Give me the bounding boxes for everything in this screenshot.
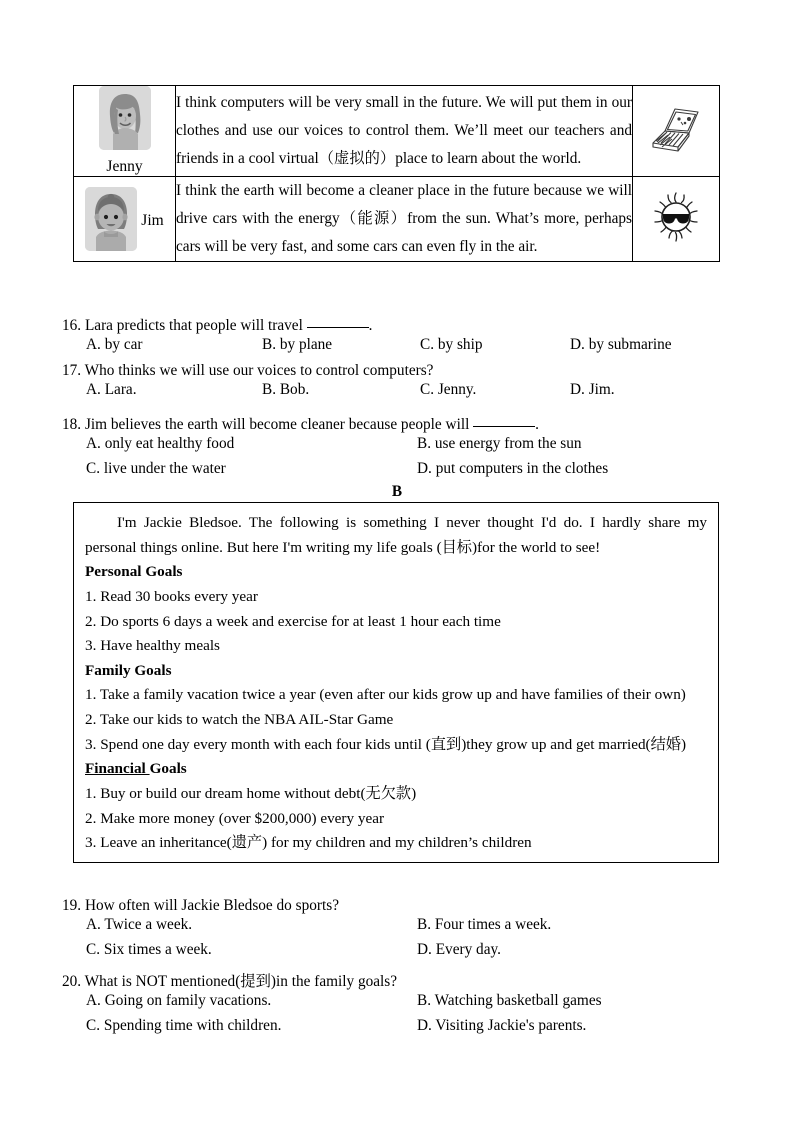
- option-d[interactable]: D. Every day.: [417, 941, 501, 959]
- speaker-avatar-cell-jim: [74, 177, 176, 262]
- option-a[interactable]: A. Lara.: [86, 381, 137, 399]
- stem-text: 18. Jim believes the earth will become cleaner because people will: [62, 416, 474, 434]
- speaker-text-jenny: I think computers will be very small in the future. We will put them in our clothes and use our voices to control them. We’ll meet our teachers and friends in a cool virtual（虚拟的）place to learn about the world.: [176, 86, 633, 177]
- option-a[interactable]: A. Twice a week.: [86, 916, 193, 934]
- passage-box-b: [73, 502, 719, 863]
- option-c[interactable]: C. by ship: [420, 336, 483, 354]
- financial-goal-item: 1. Buy or build our dream home without debt(无欠款): [85, 784, 417, 802]
- answer-blank[interactable]: [307, 313, 369, 328]
- girl-avatar-icon: [99, 86, 151, 150]
- speaker-text-jim: I think the earth will become a cleaner place in the future because we will drive cars with the energy（能源）from the sun. What’s more, perhaps cars will be very fast, and some cars can even fly in the air.: [176, 177, 633, 262]
- option-c[interactable]: C. Spending time with children.: [86, 1017, 282, 1035]
- option-b[interactable]: B. by plane: [262, 336, 333, 354]
- financial-goals-heading: [85, 757, 707, 782]
- option-b[interactable]: B. Four times a week.: [417, 916, 552, 934]
- personal-goal-item: 2. Do sports 6 days a week and exercise for at least 1 hour each time: [85, 612, 501, 630]
- boy-avatar-icon: [85, 187, 137, 251]
- table-row: [74, 177, 720, 262]
- question-17: [62, 363, 734, 403]
- financial-goals-heading-underlined: Financial: [85, 760, 150, 778]
- question-stem: 17. Who thinks we will use our voices to control computers?: [62, 362, 434, 379]
- family-goals-heading: Family Goals: [85, 661, 172, 679]
- option-a[interactable]: A. by car: [86, 336, 143, 354]
- family-goal-item: 1. Take a family vacation twice a year (even after our kids grow up and have families of their own): [85, 686, 686, 704]
- stem-text: 16. Lara predicts that people will travel: [62, 317, 307, 335]
- option-b[interactable]: B. Bob.: [262, 381, 310, 399]
- question-stem: 19. How often will Jackie Bledsoe do sports?: [62, 897, 339, 914]
- personal-goals-heading: Personal Goals: [85, 563, 183, 581]
- question-stem: [62, 313, 734, 333]
- question-stem: 20. What is NOT mentioned(提到)in the family goals?: [62, 973, 398, 990]
- speaker-name: Jenny: [106, 158, 143, 175]
- personal-goal-item: 3. Have healthy meals: [85, 637, 220, 655]
- option-c[interactable]: C. Six times a week.: [86, 941, 212, 959]
- laptop-icon: [633, 86, 720, 177]
- family-goal-item: 3. Spend one day every month with each four kids until (直到)they grow up and get married(结婚): [85, 735, 687, 753]
- option-b[interactable]: B. Watching basketball games: [417, 992, 602, 1010]
- option-a[interactable]: A. Going on family vacations.: [86, 992, 272, 1010]
- option-row: [62, 1018, 734, 1039]
- option-row: [62, 382, 734, 403]
- question-20: [62, 974, 734, 1039]
- option-row: [62, 917, 734, 938]
- question-18: [62, 412, 734, 482]
- option-row: [62, 461, 734, 482]
- option-b[interactable]: B. use energy from the sun: [417, 435, 582, 453]
- section-label-b: B: [391, 483, 403, 500]
- question-16: [62, 313, 734, 358]
- sun-sunglasses-icon: [633, 177, 720, 262]
- stem-tail: .: [368, 317, 373, 335]
- option-a[interactable]: A. only eat healthy food: [86, 435, 235, 453]
- speakers-table: [73, 85, 720, 262]
- option-d[interactable]: D. put computers in the clothes: [417, 460, 609, 478]
- speaker-avatar-cell-jenny: [74, 86, 176, 177]
- option-c[interactable]: C. live under the water: [86, 460, 226, 478]
- stem-tail: .: [535, 416, 539, 434]
- option-d[interactable]: D. Visiting Jackie's parents.: [417, 1017, 587, 1035]
- answer-blank[interactable]: [473, 412, 535, 427]
- option-d[interactable]: D. by submarine: [570, 336, 672, 354]
- speaker-name: Jim: [141, 211, 164, 229]
- table-row: [74, 86, 720, 177]
- personal-goal-item: 1. Read 30 books every year: [85, 587, 258, 605]
- financial-goal-item: 3. Leave an inheritance(遗产) for my children and my children’s children: [85, 834, 532, 852]
- option-c[interactable]: C. Jenny.: [420, 381, 477, 399]
- question-stem: [62, 412, 734, 432]
- option-row: [62, 942, 734, 963]
- option-row: [62, 993, 734, 1014]
- financial-goals-heading-rest: Goals: [149, 760, 187, 778]
- passage-intro: I'm Jackie Bledsoe. The following is something I never thought I'd do. I hardly share my personal things online. But here I'm writing my life goals (目标)for the world to see!: [85, 514, 707, 556]
- option-d[interactable]: D. Jim.: [570, 381, 615, 399]
- question-19: [62, 898, 734, 963]
- option-row: [62, 436, 734, 457]
- family-goal-item: 2. Take our kids to watch the NBA AIL-Star Game: [85, 711, 394, 728]
- financial-goal-item: 2. Make more money (over $200,000) every year: [85, 809, 385, 827]
- option-row: [62, 337, 734, 358]
